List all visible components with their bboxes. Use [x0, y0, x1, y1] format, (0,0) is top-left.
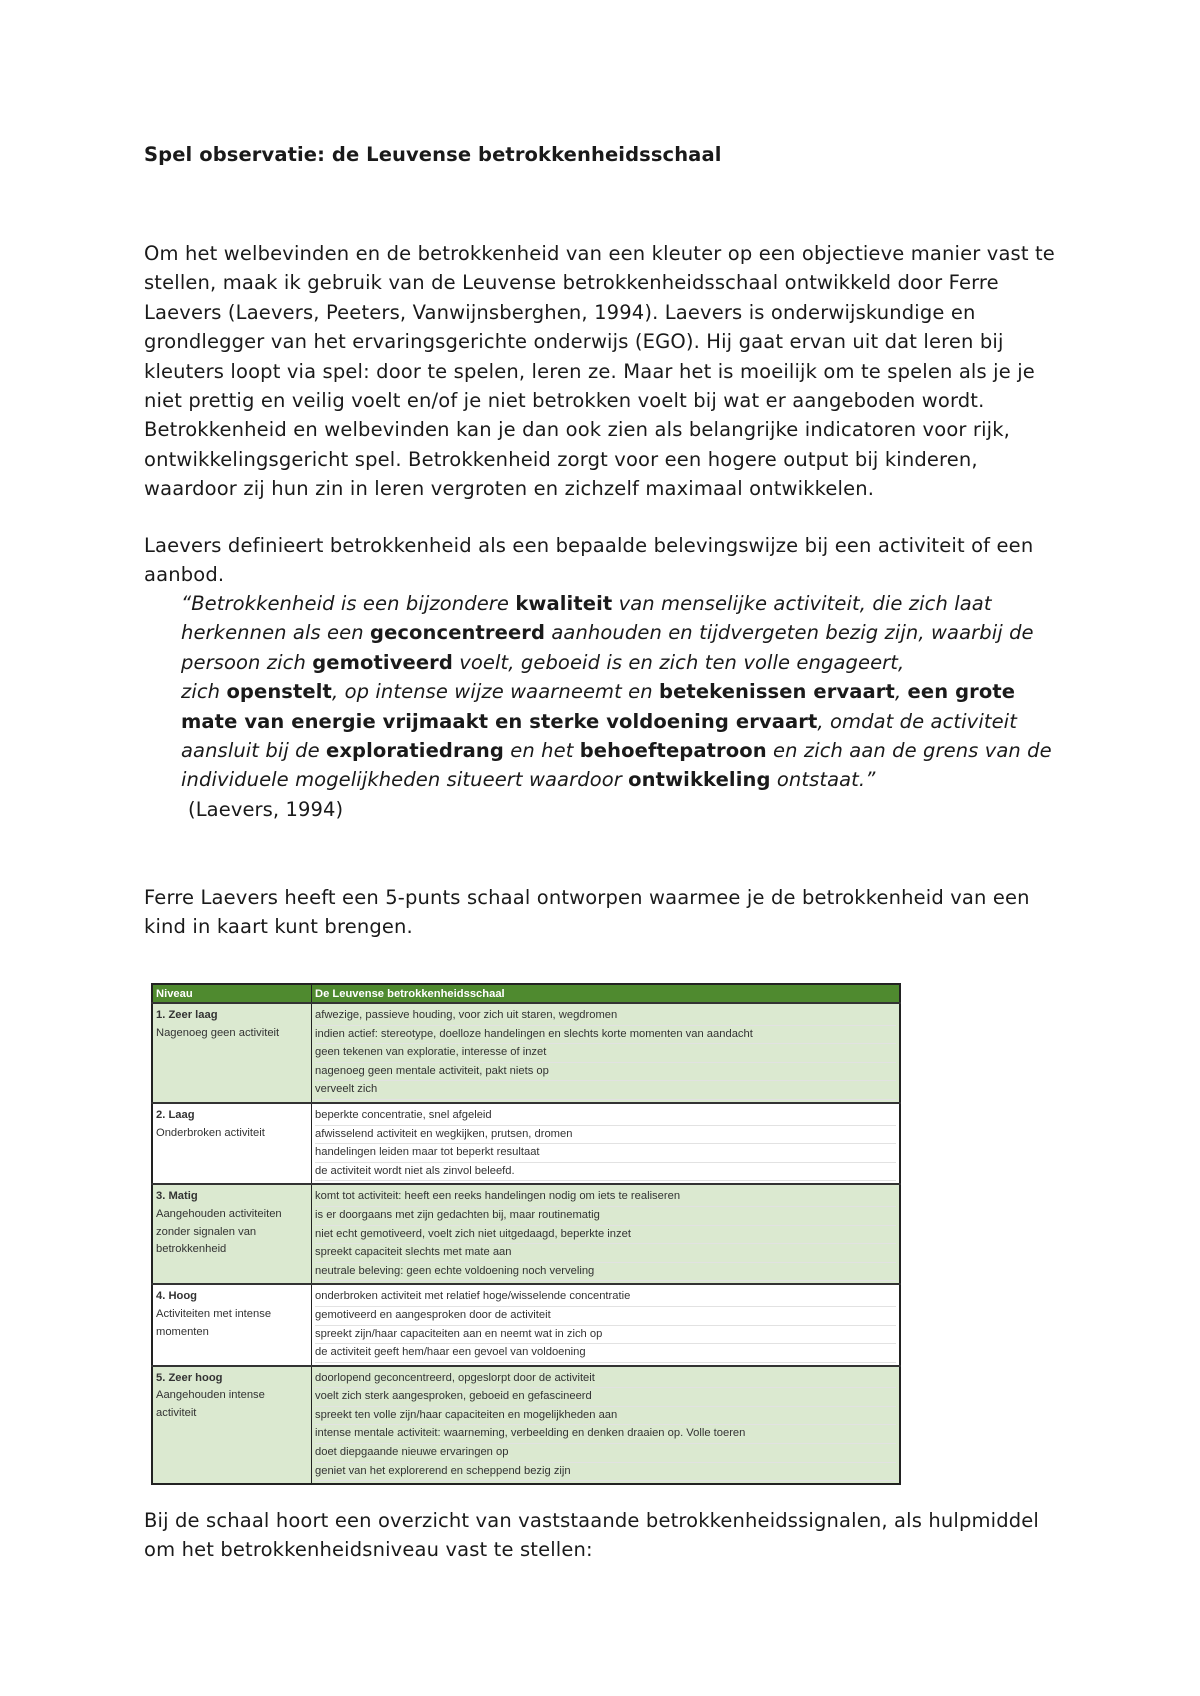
scale-intro-paragraph: Ferre Laevers heeft een 5-punts schaal ontworpen waarmee je de betrokkenheid van een kind in kaart kunt brengen.	[144, 886, 1030, 939]
signal-item: verveelt zich	[315, 1081, 896, 1100]
table-row	[152, 1103, 900, 1184]
signals-cell	[312, 1366, 901, 1485]
level-name: 3. Matig	[156, 1190, 198, 1203]
quote-line: persoon zich gemotiveerd voelt, geboeid is en zich ten volle engageert,	[181, 650, 905, 674]
intro-paragraph: Om het welbevinden en de betrokkenheid van een kleuter op een objectieve manier vast te stellen, maak ik gebruik van de Leuvense betrokkenheidsschaal ontwikkeld door Ferre Laevers (Laevers, Peeters, Vanwijnsberghen, 1994). Laevers is onderwijskundige en grondlegger van het ervaringsgerichte onderwijs (EGO). Hij gaat ervan uit dat leren bij kleuters loopt via spel: door te spelen, leren ze. Maar het is moeilijk om te spelen als je je niet prettig en veilig voelt en/of je niet betrokken voelt bij wat er aangeboden wordt. Betrokkenheid en welbevinden kan je dan ook zien als belangrijke indicatoren voor rijk, ontwikkelingsgericht spel. Betrokkenheid zorgt voor een hogere output bij kinderen, waardoor zij hun zin in leren vergroten en zichzelf maximaal ontwikkelen.	[144, 242, 1055, 501]
signal-item: geen tekenen van exploratie, interesse of inzet	[315, 1044, 896, 1063]
signal-item: handelingen leiden maar tot beperkt resultaat	[315, 1144, 896, 1163]
level-name: 1. Zeer laag	[156, 1009, 218, 1021]
level-description: Aangehouden activiteiten zonder signalen van betrokkenheid	[156, 1207, 282, 1256]
table-row	[152, 1184, 900, 1284]
document-heading: Spel observatie: de Leuvense betrokkenheidsschaal	[144, 143, 722, 166]
signal-item: voelt zich sterk aangesproken, geboeid en gefascineerd	[315, 1388, 896, 1407]
laevers-quote	[181, 589, 1081, 795]
signals-cell	[312, 1003, 901, 1103]
signal-item: doorlopend geconcentreerd, opgeslorpt door de activiteit	[315, 1370, 896, 1389]
signal-item: nagenoeg geen mentale activiteit, pakt niets op	[315, 1063, 896, 1082]
signals-intro-paragraph: Bij de schaal hoort een overzicht van vaststaande betrokkenheidssignalen, als hulpmiddel om het betrokkenheidsniveau vast te stellen:	[144, 1509, 1039, 1562]
quote-line: mate van energie vrijmaakt en sterke voldoening ervaart, omdat de activiteit	[181, 709, 1017, 733]
level-cell	[152, 1284, 312, 1365]
signal-item: afwezige, passieve houding, voor zich uit staren, wegdromen	[315, 1007, 896, 1026]
table-row	[152, 1003, 900, 1103]
leuven-scale-table	[151, 983, 901, 1485]
signal-item: spreekt capaciteit slechts met mate aan	[315, 1244, 896, 1263]
signal-item: niet echt gemotiveerd, voelt zich niet uitgedaagd, beperkte inzet	[315, 1226, 896, 1245]
signal-item: geniet van het explorerend en scheppend bezig zijn	[315, 1463, 896, 1482]
header-scale: De Leuvense betrokkenheidsschaal	[312, 984, 901, 1003]
level-cell	[152, 1184, 312, 1284]
level-cell	[152, 1366, 312, 1485]
signal-item: intense mentale activiteit: waarneming, verbeelding en denken draaien op. Volle toeren	[315, 1425, 896, 1444]
signals-cell	[312, 1284, 901, 1365]
level-description: Onderbroken activiteit	[156, 1126, 265, 1139]
level-name: 2. Laag	[156, 1108, 195, 1121]
quote-line: zich openstelt, op intense wijze waarneemt en betekenissen ervaart, een grote	[181, 680, 1016, 704]
level-description: Activiteiten met intense momenten	[156, 1307, 272, 1338]
signal-item: onderbroken activiteit met relatief hoge/wisselende concentratie	[315, 1288, 896, 1307]
signal-item: is er doorgaans met zijn gedachten bij, maar routinematig	[315, 1207, 896, 1226]
signal-item: de activiteit geeft hem/haar een gevoel van voldoening	[315, 1344, 896, 1363]
signal-item: doet diepgaande nieuwe ervaringen op	[315, 1444, 896, 1463]
signal-item: spreekt zijn/haar capaciteiten aan en neemt wat in zich op	[315, 1326, 896, 1345]
table-header-row	[152, 984, 900, 1003]
signal-item: neutrale beleving: geen echte voldoening noch verveling	[315, 1263, 896, 1282]
signals-cell	[312, 1184, 901, 1284]
definition-paragraph: Laevers definieert betrokkenheid als een bepaalde belevingswijze bij een activiteit of een aanbod.	[144, 534, 1034, 587]
signal-item: indien actief: stereotype, doelloze handelingen en slechts korte momenten van aandacht	[315, 1026, 896, 1045]
signal-item: spreekt ten volle zijn/haar capaciteiten en mogelijkheden aan	[315, 1407, 896, 1426]
signal-item: beperkte concentratie, snel afgeleid	[315, 1107, 896, 1126]
level-name: 4. Hoog	[156, 1290, 198, 1303]
level-cell	[152, 1003, 312, 1103]
level-cell	[152, 1103, 312, 1184]
header-level: Niveau	[152, 984, 312, 1003]
signal-item: de activiteit wordt niet als zinvol beleefd.	[315, 1163, 896, 1182]
quote-line: herkennen als een geconcentreerd aanhouden en tijdvergeten bezig zijn, waarbij de	[181, 621, 1034, 645]
quote-line: “Betrokkenheid is een bijzondere kwaliteit van menselijke activiteit, die zich laat	[181, 592, 992, 615]
quote-line: aansluit bij de exploratiedrang en het behoeftepatroon en zich aan de grens van de	[181, 738, 1052, 762]
signals-cell	[312, 1103, 901, 1184]
table-row	[152, 1366, 900, 1485]
table-row	[152, 1284, 900, 1365]
signal-item: gemotiveerd en aangesproken door de activiteit	[315, 1307, 896, 1326]
level-description: Nagenoeg geen activiteit	[156, 1026, 280, 1039]
signal-item: komt tot activiteit: heeft een reeks handelingen nodig om iets te realiseren	[315, 1188, 896, 1207]
level-name: 5. Zeer hoog	[156, 1371, 223, 1384]
level-description: Aangehouden intense activiteit	[156, 1389, 265, 1419]
quote-citation: (Laevers, 1994)	[188, 798, 344, 821]
quote-line: individuele mogelijkheden situeert waardoor ontwikkeling ontstaat.”	[181, 768, 876, 792]
signal-item: afwisselend activiteit en wegkijken, prutsen, dromen	[315, 1126, 896, 1145]
